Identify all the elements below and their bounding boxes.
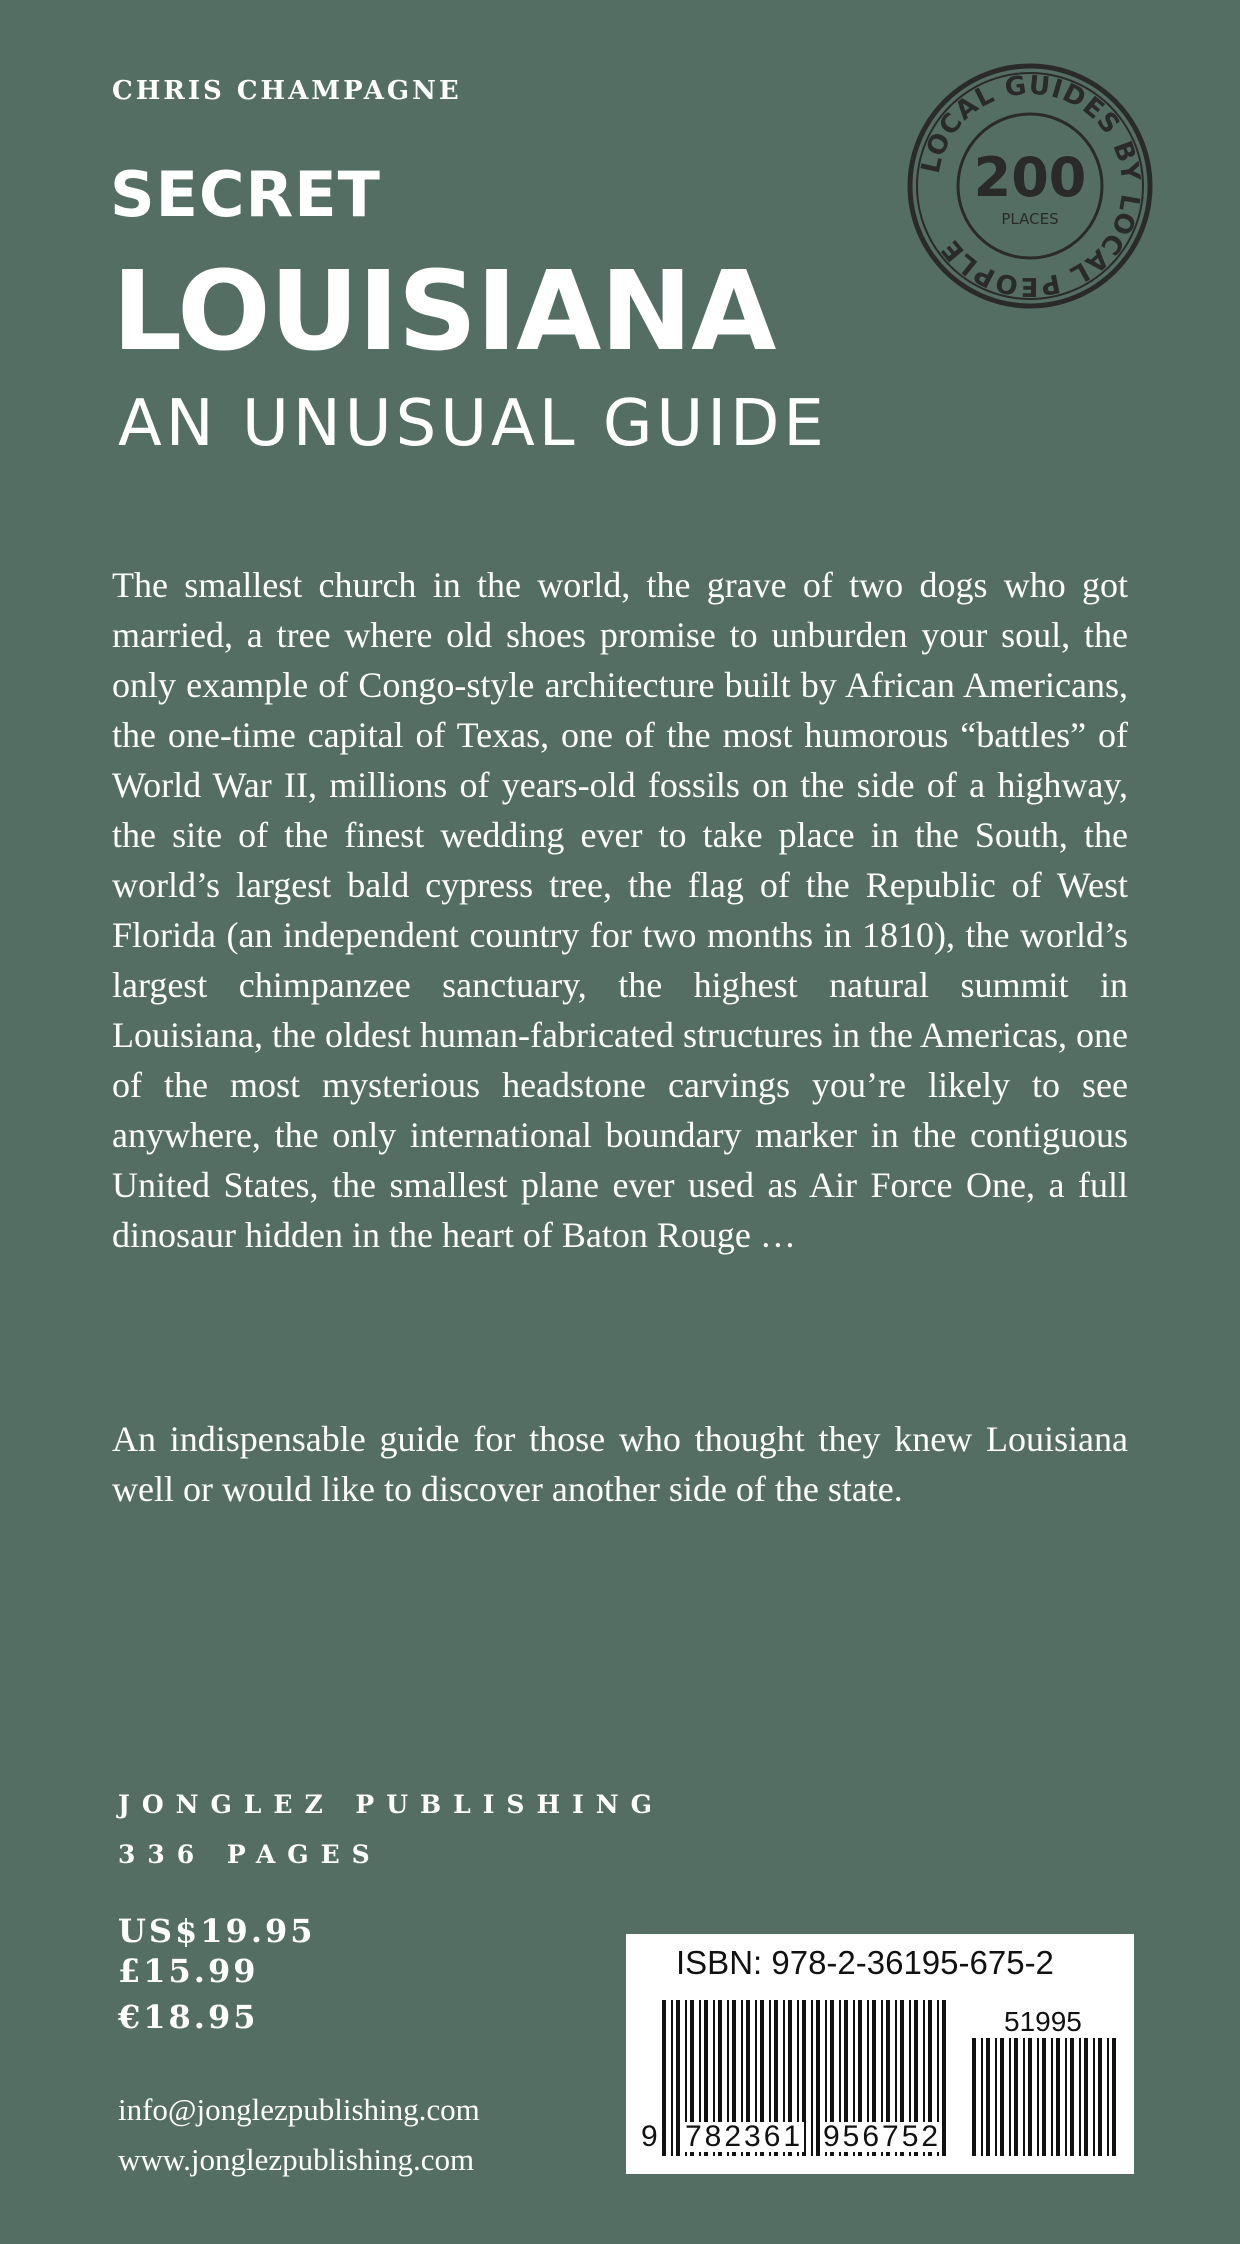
- barcode-bar: [1000, 2038, 1004, 2156]
- barcode-bar: [1037, 2038, 1039, 2156]
- barcode-bar: [1098, 2038, 1102, 2156]
- barcode-bar: [676, 2000, 680, 2156]
- barcode-bar: [1107, 2038, 1109, 2156]
- blurb-paragraph-1: The smallest church in the world, the grave of two dogs who got married, a tree where old shoes promise to unburden your soul, the only example of Congo-style architecture built by African Americans, the one-time capital of Texas, one of the most humorous “battles” of World War II, millions of years-old fossils on the side of a highway, the site of the finest wedding ever to take place in the South, the world’s largest bald cypress tree, the flag of the Republic of West Florida (an independent country for two months in 1810), the world’s largest chimpanzee sanctuary, the highest natural summit in Louisiana, the oldest human-fabricated structures in the Americas, one of the most mysterious headstone carvings you’re likely to see anywhere, the only international boundary marker in the contiguous United States, the smallest plane ever used as Air Force One, a full dinosaur hidden in the heart of Baton Rouge …: [112, 565, 1128, 1255]
- local-guides-stamp: [906, 62, 1154, 310]
- blurb-paragraph-2: An indispensable guide for those who thought they knew Louisiana well or would like to discover another side of the state.: [112, 1419, 1128, 1509]
- contact-email: info@jonglezpublishing.com: [118, 2092, 480, 2127]
- barcode-bar: [1042, 2038, 1046, 2156]
- barcode-bar: [972, 2038, 976, 2156]
- book-subtitle: AN UNUSUAL GUIDE: [118, 387, 828, 461]
- barcode-addon-digits: 51995: [1004, 2006, 1082, 2037]
- barcode-bar: [1051, 2038, 1053, 2156]
- barcode-bar: [1070, 2038, 1074, 2156]
- barcode-bar: [816, 2000, 820, 2156]
- price-usd: US$19.95: [118, 1912, 316, 1950]
- barcode-bar: [1112, 2038, 1116, 2156]
- barcode-bar: [1065, 2038, 1067, 2156]
- barcode-bar: [1056, 2038, 1060, 2156]
- barcode-bar: [981, 2038, 983, 2156]
- stamp-number: 200: [973, 146, 1087, 209]
- barcode-box: [626, 1934, 1134, 2174]
- barcode-bar: [1093, 2038, 1095, 2156]
- contact-website: www.jonglezpublishing.com: [118, 2142, 475, 2177]
- barcode-bar: [1084, 2038, 1088, 2156]
- barcode-bar: [1079, 2038, 1081, 2156]
- barcode-left-digits: 782361: [685, 2120, 804, 2153]
- price-gbp: £15.99: [118, 1952, 259, 1990]
- book-title: LOUISIANA: [112, 247, 776, 375]
- barcode-bar: [995, 2038, 997, 2156]
- isbn-label: ISBN: 978-2-36195-675-2: [676, 1944, 1054, 1981]
- publisher-name: JONGLEZ PUBLISHING: [118, 1790, 664, 1819]
- barcode-bar: [1023, 2038, 1025, 2156]
- barcode-bar: [942, 2000, 946, 2156]
- page-count: 336 PAGES: [118, 1840, 382, 1869]
- series-title: SECRET: [110, 158, 381, 231]
- barcode-bar: [671, 2000, 673, 2156]
- stamp-label: PLACES: [1001, 210, 1059, 228]
- barcode-first-digit: 9: [641, 2120, 658, 2153]
- barcode-bar: [811, 2000, 813, 2156]
- barcode-bar: [986, 2038, 990, 2156]
- barcode-bar: [1028, 2038, 1032, 2156]
- stamp-ring-text: LOCAL GUIDES BY LOCAL PEOPLE: [915, 70, 1146, 302]
- price-eur: €18.95: [118, 1998, 259, 2036]
- barcode-bar: [1009, 2038, 1011, 2156]
- author-name: CHRIS CHAMPAGNE: [112, 76, 462, 106]
- barcode-bar: [1014, 2038, 1018, 2156]
- barcode-bar: [662, 2000, 666, 2156]
- barcode-right-digits: 956752: [823, 2120, 942, 2153]
